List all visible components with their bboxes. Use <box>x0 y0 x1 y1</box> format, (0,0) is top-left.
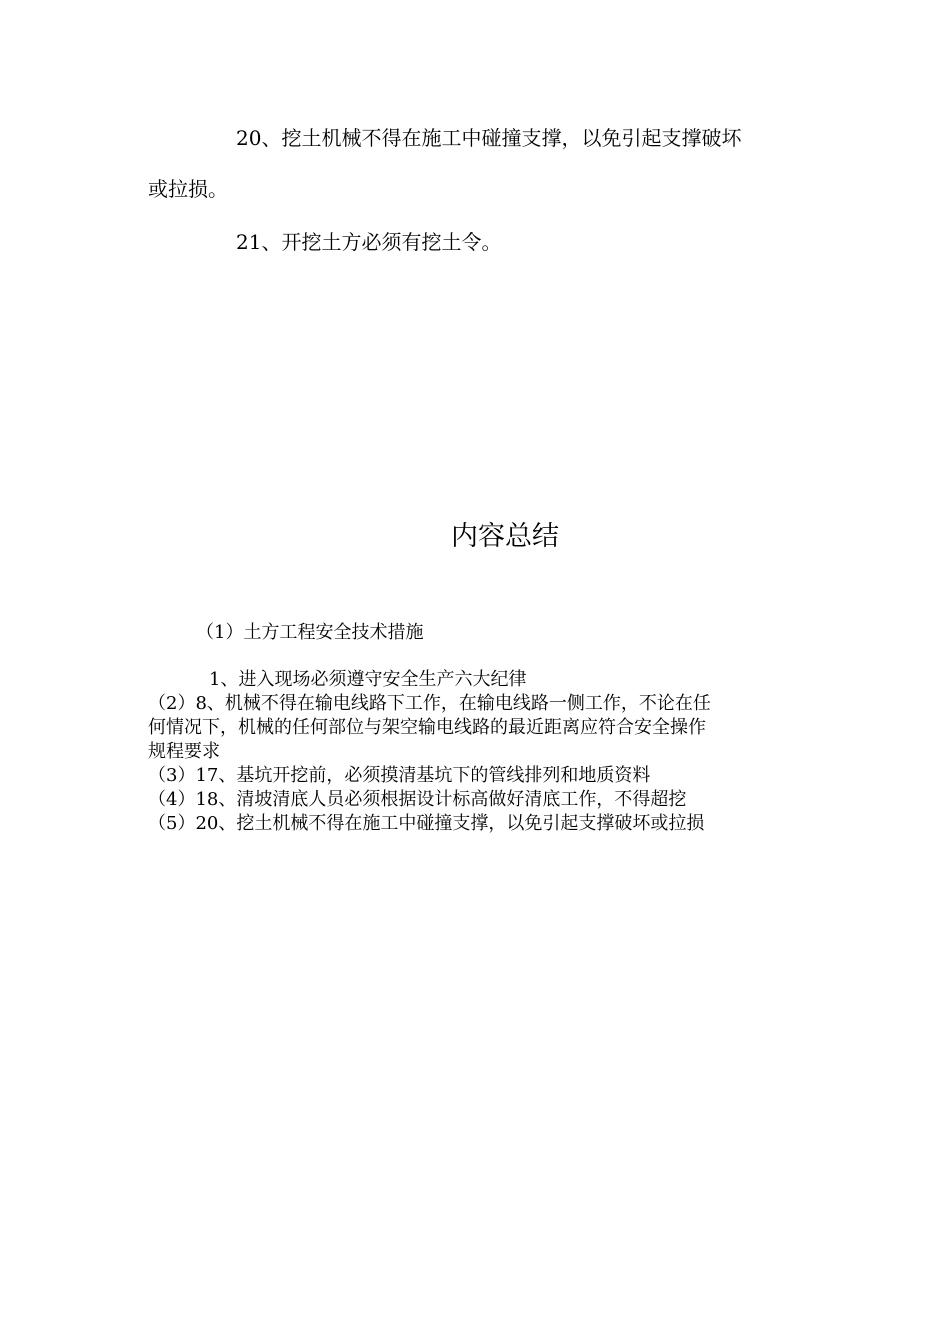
summary-item-2-line-3: 规程要求 <box>148 741 220 762</box>
item-20-line-1: 20、挖土机械不得在施工中碰撞支撑，以免引起支撑破坏 <box>236 126 742 150</box>
summary-item-4: （4）18、清坡清底人员必须根据设计标高做好清底工作，不得超挖 <box>148 789 687 810</box>
summary-item-5: （5）20、挖土机械不得在施工中碰撞支撑，以免引起支撑破坏或拉损 <box>148 813 705 834</box>
summary-item-1: 1、进入现场必须遵守安全生产六大纪律 <box>209 669 527 690</box>
item-21: 21、开挖土方必须有挖土令。 <box>236 230 502 254</box>
summary-item-2-line-1: （2）8、机械不得在输电线路下工作，在输电线路一侧工作，不论在任 <box>148 693 711 714</box>
summary-item-2-line-2: 何情况下，机械的任何部位与架空输电线路的最近距离应符合安全操作 <box>148 717 706 738</box>
item-20-line-2: 或拉损。 <box>148 177 228 201</box>
summary-item-3: （3）17、基坑开挖前，必须摸清基坑下的管线排列和地质资料 <box>148 765 651 786</box>
summary-heading: （1）土方工程安全技术措施 <box>196 622 424 643</box>
summary-title: 内容总结 <box>451 521 559 552</box>
